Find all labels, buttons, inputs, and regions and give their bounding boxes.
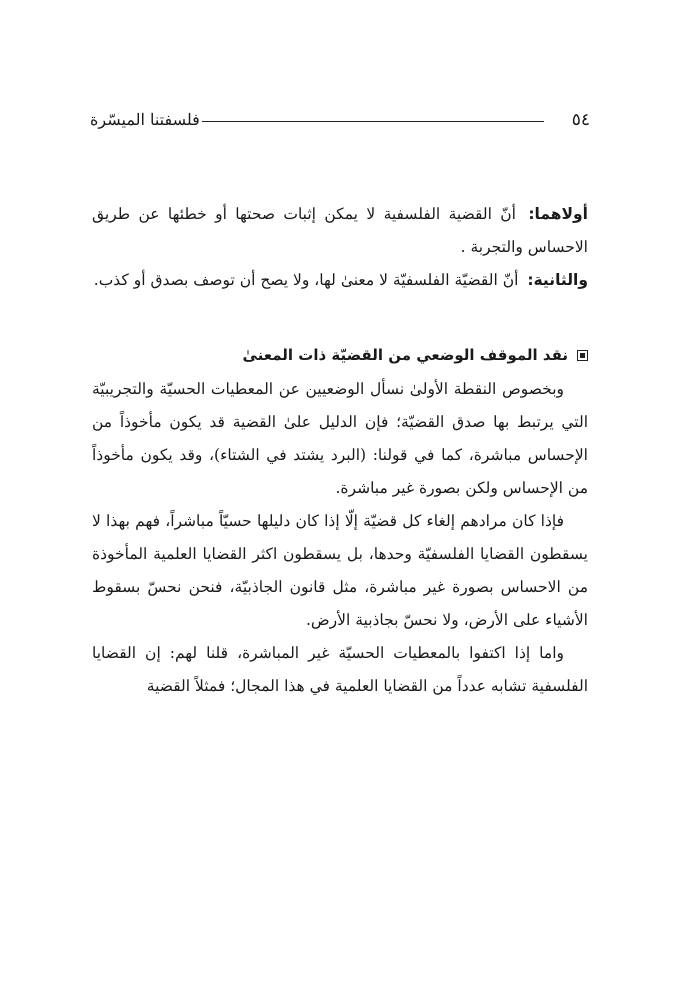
paragraph: فإذا كان مرادهم إلغاء كل قضيّة إلّا إذا كان دليلها حسيّاً مباشراً، فهم بهذا لا يسقطون القضايا الفلسفيّة وحدها، بل يسقطون اكثر القضايا العلمية المأخوذة من الاحساس بصورة غير مباشرة، مثل قانون الجاذبيّة، فنحن نحسّ بسقوط الأشياء على الأرض، ولا نحسّ بجاذبية الأرض. [92,512,588,629]
section-heading-text: نقد الموقف الوضعي من القضيّة ذات المعنىٰ [242,346,568,364]
definition-first [92,198,588,264]
paragraph: وبخصوص النقطة الأولىٰ نسأل الوضعيين عن المعطيات الحسيّة والتجريبيّة التي يرتبط بها صدق القضيّة؛ فإن الدليل علىٰ القضية قد يكون مأخوذاً من الإحساس مباشرة، كما في قولنا: (البرد يشتد في الشتاء)، وقد يكون مأخوذاً من الإحساس ولكن بصورة غير مباشرة. [92,380,588,497]
square-bullet-icon [577,350,588,361]
page-body [92,198,588,703]
header-rule [202,121,544,122]
definition-term: والثانية: [527,271,588,289]
running-header [90,106,590,134]
book-title: فلسفتنا الميسّرة [90,110,200,129]
paragraph: واما إذا اكتفوا بالمعطيات الحسيّة غير المباشرة، قلنا لهم: إن القضايا الفلسفية تشابه عدداً من القضايا العلمية في هذا المجال؛ فمثلاً القضية [92,644,588,695]
page-number: ٥٤ [571,110,590,130]
definition-second [92,264,588,297]
section-heading [92,337,588,373]
definition-term: أولاهما: [528,205,588,223]
definition-text: أنّ القضية الفلسفية لا يمكن إثبات صحتها أو خطئها عن طريق الاحساس والتجربة . [92,205,588,256]
definition-text: أنّ القضيّة الفلسفيّة لا معنىٰ لها، ولا يصح أن توصف بصدق أو كذب. [93,271,519,289]
